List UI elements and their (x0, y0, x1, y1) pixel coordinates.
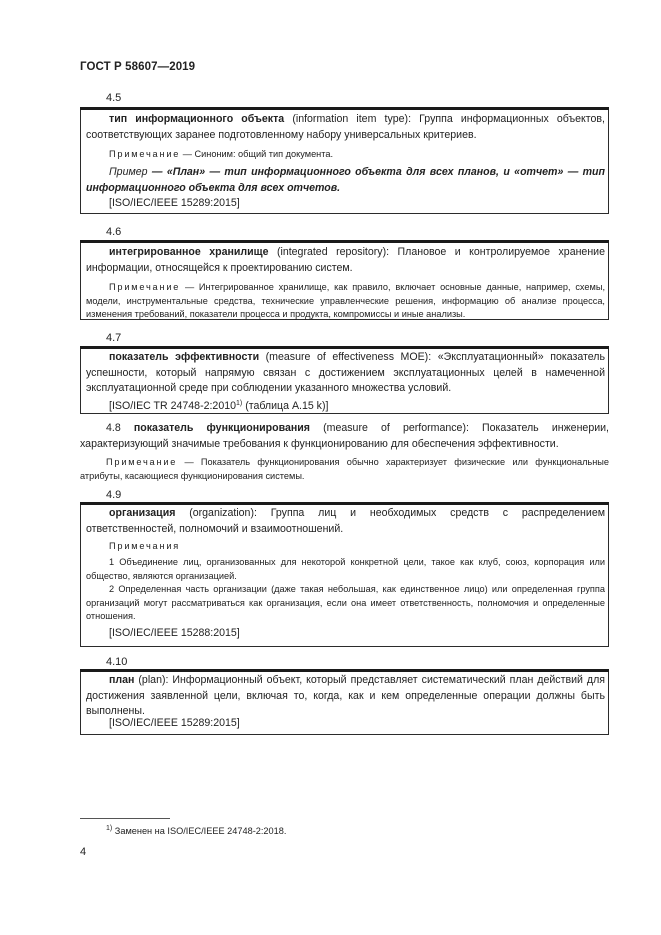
term-definition-4-8 (80, 421, 609, 452)
note-text: — Показатель функционирования обычно характеризует физические или функциональные атрибуты, касающиеся функционирования системы. (80, 457, 609, 481)
term: интегрированное хранилище (109, 246, 269, 258)
example-text: — «План» — тип информационного объекта для всех планов, и «отчет» — тип информационного объекта для всех отчетов. (86, 166, 605, 194)
entry-number: 4.8 (106, 422, 121, 434)
source: [ISO/IEC/IEEE 15288:2015] (109, 627, 240, 639)
note (81, 281, 610, 322)
definition-text: (measure of effectiveness MOE): «Эксплуатационный» показатель успешности, который напрямую связан с достижением эксплуатационных целей в намеченной эксплуатационной среде при соблюдении указанного множества условий. (86, 351, 605, 394)
note-text: — Интегрированное хранилище, как правило, включает основные данные, например, схемы, модели, инструментальные средства, технические управленческие решения, информацию об анализе процесса, изменения требований, показатели процесса и продукта, компромиссы и иные анализы. (86, 282, 605, 319)
source: [ISO/IEC/IEEE 15289:2015] (109, 717, 240, 729)
term-definition (81, 245, 610, 276)
term-box-4-10 (80, 669, 609, 735)
note-1: 1 Объединение лиц, организованных для некоторой конкретной цели, такое как клуб, союз, корпорация или общество, являются организацией. (86, 557, 605, 581)
note-label: Примечание (106, 457, 178, 467)
notes-label: Примечания (109, 541, 181, 551)
term-definition (81, 506, 610, 537)
definition-text: (organization): Группа лиц и необходимых средств с распределением ответственностей, полномочий и взаимоотношений. (86, 507, 605, 535)
notes-heading (81, 540, 610, 554)
entry-number: 4.7 (106, 332, 122, 344)
term-box-4-6 (80, 240, 609, 320)
definition-text: (integrated repository): Плановое и контролируемое хранение информации, относящейся к проектированию систем. (86, 246, 605, 274)
definition-text: (information item type): Группа информационных объектов, соответствующих заранее подготовленному набору универсальных критериев. (86, 113, 605, 141)
note-label: Примечание (109, 149, 181, 159)
note (81, 148, 610, 162)
definition-text: (measure of performance): Показатель инженерии, характеризующий значимые требования к функционированию для обеспечения эффективности. (80, 422, 609, 450)
footnote-text: Заменен на ISO/IEC/IEEE 24748-2:2018. (112, 826, 287, 836)
entry-number: 4.5 (106, 92, 122, 104)
example-label: Пример (109, 166, 148, 178)
document-header: ГОСТ Р 58607—2019 (80, 61, 196, 73)
term-box-4-9 (80, 502, 609, 647)
term: показатель функционирования (133, 422, 310, 434)
term-box-4-7 (80, 346, 609, 414)
source (81, 396, 610, 415)
source: [ISO/IEC/IEEE 15289:2015] (109, 197, 240, 209)
footnote-divider (80, 818, 170, 819)
term-definition (81, 350, 610, 397)
footnote-ref: 1) (236, 400, 243, 407)
source-tail: (таблица А.15 k)] (242, 400, 329, 412)
term: организация (109, 507, 176, 519)
entry-number: 4.10 (106, 656, 128, 668)
note-2: 2 Определенная часть организации (даже такая небольшая, как единственное лицо) или определенная группа организаций могут рассматриваться как организация, если она имеет ответственность, полномочия и определенные отношения. (86, 584, 605, 621)
term: план (109, 674, 135, 686)
note-text: — Синоним: общий тип документа. (180, 149, 334, 159)
example (81, 165, 610, 196)
footnote (106, 825, 286, 836)
footnote-mark: 1) (106, 825, 113, 832)
note-label: Примечание (109, 282, 181, 292)
page-number: 4 (80, 846, 87, 858)
term-definition (81, 673, 610, 720)
term: тип информационного объекта (109, 113, 285, 125)
source-text: [ISO/IEC TR 24748-2:2010 (109, 400, 237, 412)
term-definition (81, 112, 610, 143)
term-box-4-5 (80, 107, 609, 214)
entry-number: 4.6 (106, 226, 122, 238)
term: показатель эффективности (109, 351, 260, 363)
entry-number: 4.9 (106, 489, 122, 501)
note-4-8 (80, 456, 609, 483)
definition-text: (plan): Информационный объект, который представляет систематический план действий для достижения заявленной цели, включая то, когда, как и кем определенные операции должны быть выполнены. (86, 674, 605, 717)
